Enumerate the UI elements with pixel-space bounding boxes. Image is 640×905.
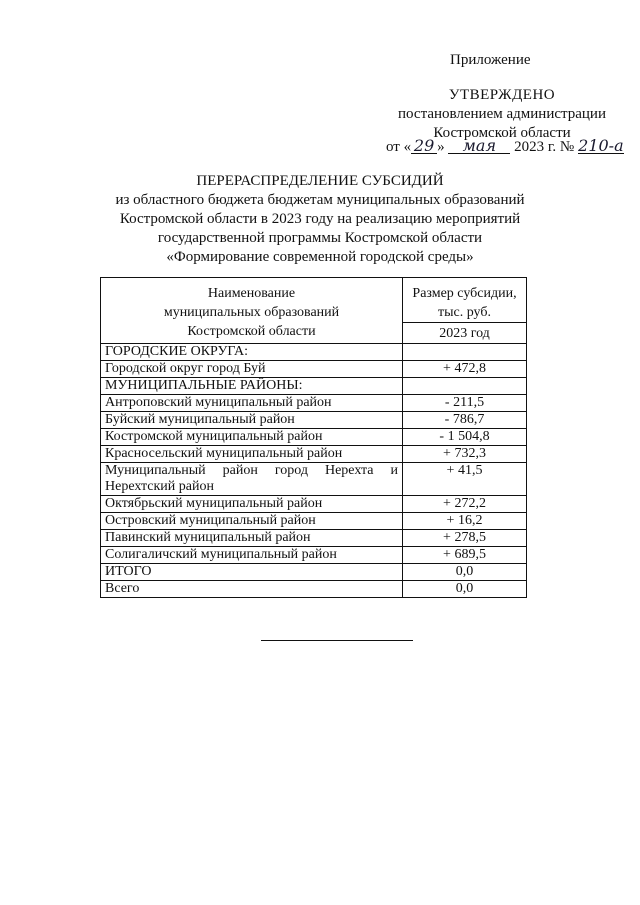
row-value: - 786,7: [403, 412, 527, 429]
title-line-1: из областного бюджета бюджетам муниципальных образований: [115, 192, 525, 208]
table-row: [101, 361, 527, 378]
row-name: Павинский муниципальный район: [101, 530, 403, 547]
row-name: ИТОГО: [101, 564, 403, 581]
title-heading: ПЕРЕРАСПРЕДЕЛЕНИЕ СУБСИДИЙ: [196, 173, 444, 189]
row-name: Антроповский муниципальный район: [101, 395, 403, 412]
document-number: 210-а: [578, 136, 624, 155]
row-value: + 16,2: [403, 513, 527, 530]
row-name: Красносельский муниципальный район: [101, 446, 403, 463]
title-line-4: «Формирование современной городской среды»: [166, 249, 474, 265]
header-name-cell: [101, 278, 403, 344]
table-row: [101, 581, 527, 598]
row-value: + 41,5: [403, 463, 527, 496]
row-name: Островский муниципальный район: [101, 513, 403, 530]
closing-rule: [261, 640, 413, 641]
table-row: [101, 513, 527, 530]
table-row: [101, 395, 527, 412]
row-value: + 472,8: [403, 361, 527, 378]
date-year: 2023 г. №: [514, 139, 575, 155]
date-day: 29: [411, 138, 437, 154]
table-row: [101, 412, 527, 429]
header-year: 2023 год: [403, 322, 526, 343]
date-month: мая: [448, 138, 510, 154]
row-value: + 278,5: [403, 530, 527, 547]
table-row: [101, 547, 527, 564]
row-name: Буйский муниципальный район: [101, 412, 403, 429]
table-row: [101, 446, 527, 463]
table-row: [101, 530, 527, 547]
header-name-line: Наименование: [207, 286, 296, 301]
row-name-line: Муниципальный район город Нерехта и: [105, 463, 398, 478]
row-name: Октябрьский муниципальный район: [101, 496, 403, 513]
row-name: Солигаличский муниципальный район: [101, 547, 403, 564]
date-mid: »: [437, 139, 445, 155]
title-line-3: государственной программы Костромской области: [157, 230, 483, 246]
row-value: 0,0: [403, 564, 527, 581]
table-row: [101, 463, 527, 496]
row-value: [403, 378, 527, 395]
row-name: [101, 463, 403, 496]
row-value: + 689,5: [403, 547, 527, 564]
table-row: [101, 496, 527, 513]
row-name: МУНИЦИПАЛЬНЫЕ РАЙОНЫ:: [101, 378, 403, 395]
row-value: - 211,5: [403, 395, 527, 412]
row-name: Костромской муниципальный район: [101, 429, 403, 446]
header-name-line: муниципальных образований: [163, 305, 340, 320]
header-amount-cell: [403, 278, 527, 344]
row-name: Городской округ город Буй: [101, 361, 403, 378]
row-name-line: Нерехтский район: [105, 479, 214, 494]
header-amount-label: Размер субсидии, тыс. руб.: [412, 286, 517, 320]
row-name: Всего: [101, 581, 403, 598]
table-row: [101, 564, 527, 581]
approval-word: УТВЕРЖДЕНО: [448, 87, 556, 103]
row-value: + 272,2: [403, 496, 527, 513]
row-value: [403, 344, 527, 361]
approval-line-2: Костромской области: [433, 125, 571, 141]
row-value: + 732,3: [403, 446, 527, 463]
table-row: [101, 378, 527, 395]
row-name: ГОРОДСКИЕ ОКРУГА:: [101, 344, 403, 361]
subsidy-table: [100, 277, 527, 598]
header-name-line: Костромской области: [187, 324, 316, 339]
row-value: - 1 504,8: [403, 429, 527, 446]
approval-block: [386, 86, 618, 143]
row-value: 0,0: [403, 581, 527, 598]
approval-line-1: постановлением администрации: [398, 106, 606, 122]
table-row: [101, 344, 527, 361]
title-line-2: Костромской области в 2023 году на реализацию мероприятий: [119, 211, 521, 227]
document-title: [100, 172, 540, 267]
table-row: [101, 429, 527, 446]
table-header-row: [101, 278, 527, 344]
approval-date-line: [386, 138, 626, 156]
date-prefix: от «: [386, 139, 412, 155]
appendix-label: Приложение: [450, 52, 531, 68]
